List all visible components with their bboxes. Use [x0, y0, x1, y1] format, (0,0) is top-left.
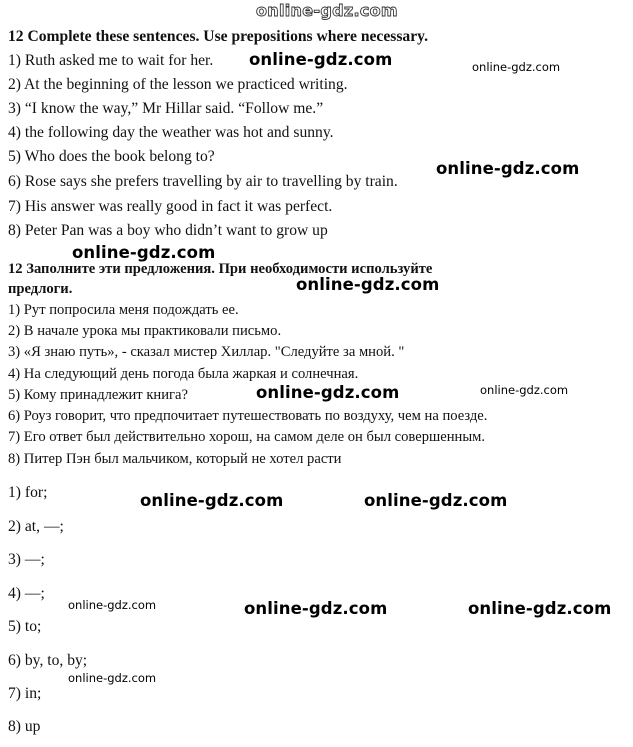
russian-heading-line-1: 12 Заполните эти предложения. При необходимости используйте — [8, 261, 433, 277]
russian-sentence-6: 6) Роуз говорит, что предпочитает путешествовать по воздуху, чем на поезде. — [8, 408, 488, 424]
english-sentence-2: 2) At the beginning of the lesson we practiced writing. — [8, 76, 348, 93]
watermark: online-gdz.com — [480, 383, 569, 397]
answer-6: 6) by, to, by; — [8, 652, 88, 669]
watermark: online-gdz.com — [468, 599, 612, 618]
english-sentence-3: 3) “I know the way,” Mr Hillar said. “Follow me.” — [8, 100, 324, 117]
answer-3: 3) —; — [8, 551, 45, 568]
russian-sentence-1: 1) Рут попросила меня подождать ее. — [8, 302, 239, 318]
english-sentence-8: 8) Peter Pan was a boy who didn’t want to grow up — [8, 222, 328, 239]
watermark-top: online-gdz.com — [256, 1, 398, 20]
answer-7: 7) in; — [8, 685, 42, 702]
watermark: online-gdz.com — [249, 50, 393, 69]
answer-1: 1) for; — [8, 484, 48, 501]
watermark: online-gdz.com — [472, 60, 561, 74]
russian-sentence-8: 8) Питер Пэн был мальчиком, который не хотел расти — [8, 451, 342, 467]
watermark: online-gdz.com — [436, 159, 580, 178]
watermark: online-gdz.com — [244, 599, 388, 618]
english-sentence-1: 1) Ruth asked me to wait for her. — [8, 52, 214, 69]
watermark: online-gdz.com — [68, 598, 157, 612]
watermark: online-gdz.com — [68, 671, 157, 685]
watermark: online-gdz.com — [72, 243, 216, 262]
answer-8: 8) up — [8, 718, 41, 735]
answer-2: 2) at, —; — [8, 518, 64, 535]
english-sentence-6: 6) Rose says she prefers travelling by air to travelling by train. — [8, 173, 398, 190]
english-sentence-4: 4) the following day the weather was hot and sunny. — [8, 124, 334, 141]
watermark: online-gdz.com — [364, 491, 508, 510]
russian-sentence-3: 3) «Я знаю путь», - сказал мистер Хиллар. "Следуйте за мной. " — [8, 344, 405, 360]
russian-heading-line-2: предлоги. — [8, 281, 73, 297]
answer-4: 4) —; — [8, 585, 45, 602]
watermark: online-gdz.com — [256, 383, 400, 402]
english-heading: 12 Complete these sentences. Use prepositions where necessary. — [8, 28, 428, 45]
russian-sentence-5: 5) Кому принадлежит книга? — [8, 387, 188, 403]
russian-sentence-7: 7) Его ответ был действительно хорош, на самом деле он был совершенным. — [8, 429, 486, 445]
watermark: online-gdz.com — [140, 491, 284, 510]
watermark: online-gdz.com — [296, 275, 440, 294]
russian-sentence-2: 2) В начале урока мы практиковали письмо. — [8, 323, 282, 339]
russian-sentence-4: 4) На следующий день погода была жаркая и солнечная. — [8, 366, 359, 382]
english-sentence-5: 5) Who does the book belong to? — [8, 148, 215, 165]
english-sentence-7: 7) His answer was really good in fact it was perfect. — [8, 198, 333, 215]
answer-5: 5) to; — [8, 618, 42, 635]
